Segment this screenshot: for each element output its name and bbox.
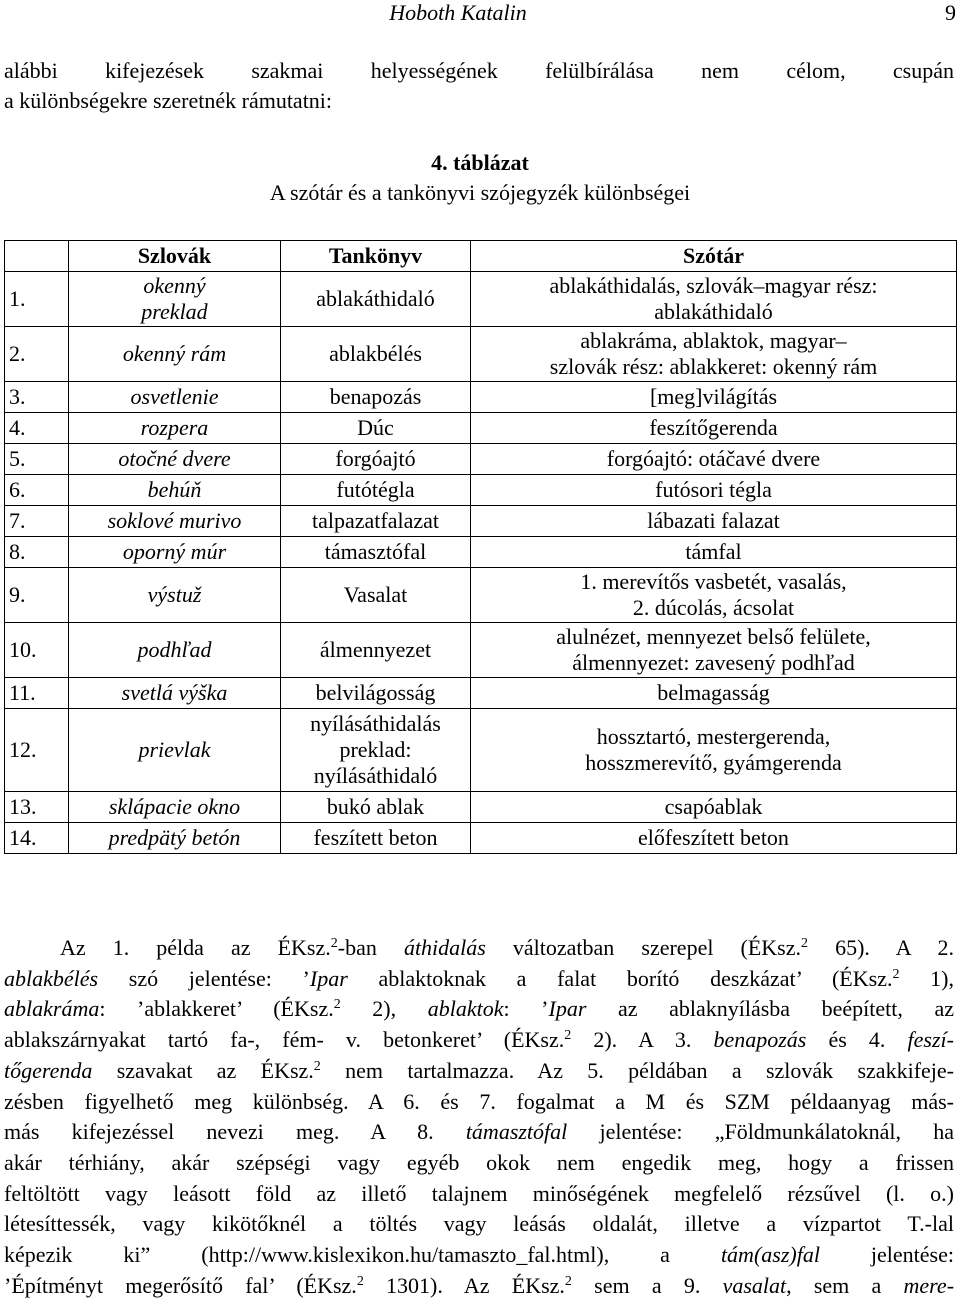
textbook-term-line: Dúc [357,415,394,440]
slovak-term-line: oporný múr [122,539,227,564]
textbook-term [281,327,471,382]
text-run: Az 1. példa az ÉKsz. [60,935,331,960]
table-number: 4. táblázat [431,150,529,175]
superscript: 2 [333,997,341,1013]
slovak-term-line: preklad [141,299,208,324]
dictionary-term-line: szlovák rész: ablakkeret: okenný rám [549,354,878,379]
slovak-term-line: prievlak [138,737,211,762]
text-run: és 4. [806,1027,908,1053]
text-run: jelentése: „Földmunkálatoknál, ha [567,1119,954,1145]
dictionary-term [471,537,957,568]
dictionary-term [471,623,957,678]
italic-term: vasalat [722,1272,787,1298]
textbook-term [281,823,471,854]
header-number [5,241,69,272]
text-run: 2), [340,996,428,1022]
textbook-term-line: ablakbélés [329,341,422,366]
dictionary-term [471,506,957,537]
textbook-term-line: futótégla [336,477,415,502]
row-number: 1. [5,272,69,327]
slovak-term [69,413,281,444]
text-run: ’Építményt megerősítő fal’ (ÉKsz. [4,1272,357,1298]
textbook-term [281,537,471,568]
text-run: szavakat az ÉKsz. [92,1057,314,1083]
row-number: 13. [5,792,69,823]
slovak-term [69,709,281,792]
text-run: sem a 9. [571,1272,723,1298]
slovak-term-line: rozpera [140,415,209,440]
row-number: 9. [5,568,69,623]
textbook-term [281,792,471,823]
dictionary-term-line: álmennyezet: zavesený podhľad [572,650,855,675]
body-line [4,1271,954,1302]
superscript: 2 [330,936,338,951]
textbook-term-line: talpazatfalazat [311,508,439,533]
dictionary-term-line: futósori tégla [655,477,772,502]
textbook-term [281,623,471,678]
dictionary-term [471,709,957,792]
superscript: 2 [801,936,808,951]
text-run: 1301). Az ÉKsz. [363,1272,565,1298]
slovak-term [69,327,281,382]
slovak-term-line: okenný rám [122,341,227,366]
table-row [5,413,957,444]
slovak-term [69,537,281,568]
text-run: képezik ki” (http://www.kislexikon.hu/tamaszto_fal.html), a [4,1242,721,1268]
dictionary-term-line: 2. dúcolás, ácsolat [632,595,795,620]
dictionary-term [471,823,957,854]
intro-line: a különbségekre szeretnék rámutatni: [4,88,333,113]
dictionary-term-line: lábazati falazat [647,508,780,533]
textbook-term [281,709,471,792]
textbook-term [281,568,471,623]
dictionary-term [471,792,957,823]
dictionary-term [471,382,957,413]
italic-term: ablaktok [427,996,504,1022]
dictionary-term [471,568,957,623]
superscript: 2 [313,1058,321,1074]
dictionary-term-line: hossztartó, mestergerenda, [596,724,831,749]
row-number: 4. [5,413,69,444]
row-number: 6. [5,475,69,506]
italic-term: Ipar [548,996,587,1022]
body-line [4,1148,954,1179]
dictionary-term [471,678,957,709]
table-row [5,382,957,413]
body-line [4,1056,954,1087]
intro-line: alábbi kifejezések szakmai helyességének felülbírálása nem célom, csupán [4,58,954,83]
textbook-term-line: benapozás [329,384,422,409]
row-number: 3. [5,382,69,413]
slovak-term-line: behúň [147,477,202,502]
text-run: akár térhiány, akár szépségi vagy egyéb okok nem engedik meg, hogy a frissen [4,1149,954,1175]
superscript: 2 [892,966,900,982]
dictionary-term-line: ablakáthidaló [654,299,773,324]
slovak-term-line: osvetlenie [130,384,219,409]
text-run: ablakszárnyakat tartó fa-, fém- v. betonkeret’ (ÉKsz. [4,1027,565,1053]
header-slovak: Szlovák [69,241,281,272]
dictionary-term-line: alulnézet, mennyezet belső felülete, [556,624,871,649]
textbook-term-line: nyílásáthidalás [310,711,441,736]
slovak-term-line: okenný [143,273,206,298]
row-number: 10. [5,623,69,678]
italic-term: ablakbélés [4,965,99,991]
text-run: 65). A 2. [808,935,954,960]
dictionary-term-line: hosszmerevítő, gyámgerenda [585,750,842,775]
dictionary-term [471,444,957,475]
slovak-term [69,475,281,506]
textbook-term [281,382,471,413]
italic-term: áthidalás [403,935,486,960]
table-row [5,475,957,506]
text-run: zésben figyelhető meg különbség. A 6. és 7. fogalmat a M és SZM példaanyag más- [4,1088,954,1114]
row-number: 5. [5,444,69,475]
textbook-term [281,678,471,709]
italic-term: benapozás [713,1027,807,1053]
dictionary-term-line: ablakáthidalás, szlovák–magyar rész: [549,273,878,298]
text-run: szó jelentése: ’ [98,965,310,991]
row-number: 7. [5,506,69,537]
header-textbook: Tankönyv [281,241,471,272]
text-run: létesíttessék, vagy kikötőknél a töltés vagy leásás oldalát, illetve a vízpartot T.-lal [4,1211,954,1237]
textbook-term-line: álmennyezet [319,637,432,662]
dictionary-term [471,475,957,506]
italic-term: Ipar [309,965,348,991]
table-header-row [5,241,957,272]
table-row [5,678,957,709]
textbook-term-line: bukó ablak [326,794,425,819]
slovak-term [69,444,281,475]
table-title: A szótár és a tankönyvi szójegyzék különbségei [269,180,691,205]
textbook-term-line: belvilágosság [315,680,436,705]
body-line [4,1240,954,1271]
textbook-term [281,272,471,327]
body-line [4,1179,954,1210]
slovak-term [69,823,281,854]
textbook-term [281,475,471,506]
slovak-term-line: podhľad [137,637,212,662]
text-run: 1), [899,965,954,991]
italic-term: mere- [903,1272,955,1298]
dictionary-term-line: csapóablak [664,794,763,819]
italic-term: tám(asz)fal [720,1242,820,1268]
slovak-term [69,568,281,623]
table-row [5,792,957,823]
slovak-term-line: svetlá výška [121,680,228,705]
body-line [4,964,954,995]
slovak-term [69,623,281,678]
text-run: változatban szerepel (ÉKsz. [485,935,801,960]
slovak-term-line: predpätý betón [108,825,241,850]
textbook-term-line: forgóajtó [335,446,416,471]
textbook-term [281,444,471,475]
dictionary-term [471,272,957,327]
row-number: 2. [5,327,69,382]
italic-term: ablakráma [4,996,100,1022]
row-number: 11. [5,678,69,709]
table-row [5,444,957,475]
page-number: 9 [945,0,956,25]
italic-term: tőgerenda [4,1057,93,1083]
dictionary-term [471,327,957,382]
vocabulary-table [4,240,957,854]
table-row [5,272,957,327]
superscript: 2 [564,1273,572,1289]
textbook-term-line: támasztófal [324,539,427,564]
text-run: nem tartalmazza. Az 5. példában a szlovák szakkifeje- [320,1057,954,1083]
table-row [5,623,957,678]
dictionary-term-line: előfeszített beton [638,825,789,850]
running-head-author: Hoboth Katalin [389,0,527,25]
text-run: más kifejezéssel nevezi meg. A 8. [4,1119,466,1145]
page-header [0,0,960,30]
table-row [5,506,957,537]
textbook-term-line: preklad: [339,737,412,762]
slovak-term-line: soklové murivo [107,508,242,533]
row-number: 8. [5,537,69,568]
text-run: jelentése: [819,1242,954,1268]
slovak-term [69,272,281,327]
textbook-term [281,413,471,444]
text-run: -ban [337,935,404,960]
table-row [5,709,957,792]
slovak-term-line: výstuž [147,582,202,607]
textbook-term-line: feszített beton [313,825,438,850]
dictionary-term-line: támfal [685,539,742,564]
dictionary-term-line: [meg]világítás [649,384,778,409]
body-line [4,994,954,1025]
italic-term: támasztófal [465,1119,568,1145]
table-row [5,537,957,568]
body-line [4,1209,954,1240]
superscript: 2 [356,1273,364,1289]
body-line [4,1117,954,1148]
body-line [4,933,954,964]
textbook-term-line: Vasalat [343,582,408,607]
text-run: az ablaknyílásba beépített, az [586,996,954,1022]
textbook-term [281,506,471,537]
dictionary-term-line: ablakráma, ablaktok, magyar– [580,328,847,353]
slovak-term [69,792,281,823]
table-row [5,823,957,854]
superscript: 2 [564,1028,572,1044]
dictionary-term-line: belmagasság [657,680,770,705]
text-run: 2). A 3. [571,1027,714,1053]
text-run: : ’ablakkeret’ (ÉKsz. [99,996,334,1022]
italic-term: feszí- [907,1027,954,1053]
row-number: 14. [5,823,69,854]
body-paragraph [4,933,954,1301]
table-row [5,568,957,623]
textbook-term-line: ablakáthidaló [316,286,435,311]
dictionary-term [471,413,957,444]
body-line [4,1025,954,1056]
textbook-term-line: nyílásáthidaló [313,763,438,788]
dictionary-term-line: 1. merevítős vasbetét, vasalás, [580,569,847,594]
table-row [5,327,957,382]
slovak-term-line: otočné dvere [118,446,231,471]
dictionary-term-line: forgóajtó: otáčavé dvere [606,446,821,471]
header-dictionary: Szótár [471,241,957,272]
slovak-term-line: sklápacie okno [108,794,241,819]
slovak-term [69,506,281,537]
slovak-term [69,382,281,413]
body-line [4,1087,954,1118]
intro-paragraph [4,56,954,116]
text-run: : ’ [503,996,549,1022]
text-run: feltöltött vagy leásott föld az illető talajnem minőségének megfelelő rézsűvel (l. o.) [4,1180,954,1206]
text-run: ablaktoknak a falat borító deszkázat’ (ÉKsz. [347,965,893,991]
text-run: , sem a [786,1272,904,1298]
row-number: 12. [5,709,69,792]
slovak-term [69,678,281,709]
dictionary-term-line: feszítőgerenda [649,415,778,440]
